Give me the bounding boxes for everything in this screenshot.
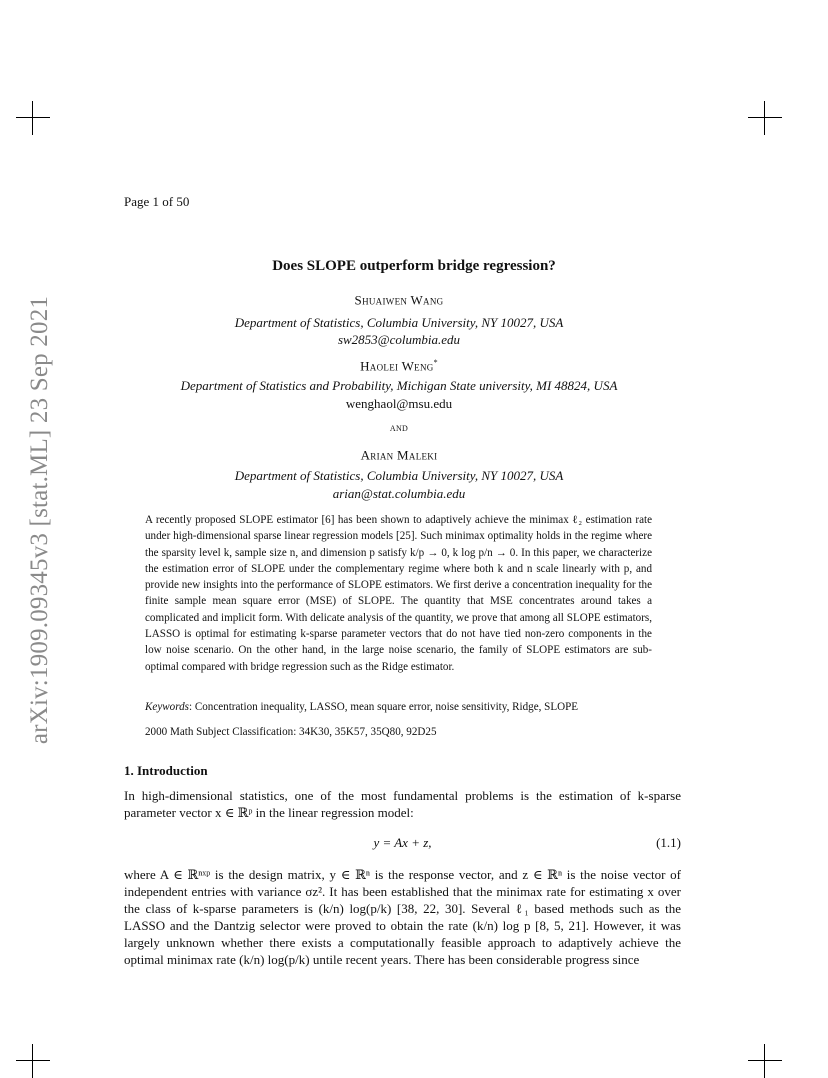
crop-mark-top-left — [16, 101, 50, 135]
math-subject-classification: 2000 Math Subject Classification: 34K30, 35K57, 35Q80, 92D25 — [145, 726, 437, 738]
abstract-text: A recently proposed SLOPE estimator [6] has been shown to adaptively achieve the minimax ℓ₂ estimation rate under high-dimensional sparse linear regression models [25]. Such minimax optimality holds in the regime where the sparsity level k, sample size n, and dimension p satisfy k/p → 0, k log p/n → 0. In this paper, we characterize the estimation error of SLOPE under the complementary regime where both k and n scale linearly with p, and provide new insights into the performance of SLOPE estimators. We first derive a concentration inequality for the finite sample mean square error (MSE) of SLOPE. The quantity that MSE concentrates around takes a complicated and implicit form. With delicate analysis of the quantity, we prove that among all SLOPE estimators, LASSO is optimal for estimating k-sparse parameter vectors that do not have tied non-zero components in the low noise scenario. On the other hand, in the large noise scenario, the family of SLOPE estimators are sub-optimal compared with bridge regression such as the Ridge estimator. — [145, 514, 652, 673]
intro-paragraph-1-text: In high-dimensional statistics, one of the most fundamental problems is the estimation of k-sparse parameter vector x ∈ ℝᵖ in the linear regression model: — [124, 788, 681, 820]
author-affiliation-3: Department of Statistics, Columbia University, NY 10027, USA — [234, 468, 564, 483]
and-separator: and — [389, 422, 409, 434]
page-counter: Page 1 of 50 — [124, 194, 190, 209]
equation-body: y = Ax + z, — [373, 835, 432, 850]
equation-number: (1.1) — [656, 835, 681, 850]
author-name-text: Shuaiwen Wang — [354, 292, 444, 308]
abstract — [145, 512, 652, 675]
intro-paragraph-2 — [124, 866, 681, 968]
intro-paragraph-1 — [124, 787, 681, 821]
intro-paragraph-2-text: where A ∈ ℝⁿˣᵖ is the design matrix, y ∈ ℝⁿ is the response vector, and z ∈ ℝⁿ is the noise vector of independent entries with variance σz². It has been established that the minimax rate for estimating x over the class of k-sparse parameters is (k/n) log(p/k) [38, 22, 30]. Several ℓ₁ based methods such as the LASSO and the Dantzig selector were proved to obtain the rate (k/n) log p [8, 5, 21]. However, it was largely unknown whether there exists a computationally feasible approach to adaptively achieve the optimal minimax rate (k/n) log(p/k) untile recent years. There has been considerable progress since — [124, 867, 681, 967]
author-name-text: Haolei Weng — [360, 358, 434, 374]
author-name-2 — [0, 358, 798, 374]
author-email-1: sw2853@columbia.edu — [337, 332, 461, 347]
author-email-3: arian@stat.columbia.edu — [332, 486, 466, 501]
keywords-label: Keywords — [145, 701, 189, 713]
crop-mark-bottom-right — [748, 1044, 782, 1078]
author-affiliation-2: Department of Statistics and Probability, Michigan State university, MI 48824, USA — [180, 378, 618, 393]
author-email-2: wenghaol@msu.edu — [345, 396, 453, 411]
crop-mark-top-right — [748, 101, 782, 135]
keywords — [145, 701, 655, 713]
crop-mark-bottom-left — [16, 1044, 50, 1078]
author-affiliation-1: Department of Statistics, Columbia University, NY 10027, USA — [234, 315, 564, 330]
section-heading-introduction: 1. Introduction — [124, 763, 208, 778]
author-name-3 — [0, 447, 798, 463]
author-name-suffix: * — [433, 358, 438, 367]
paper-title: Does SLOPE outperform bridge regression? — [272, 258, 556, 274]
author-name-text: Arian Maleki — [360, 447, 438, 463]
author-name-1 — [0, 292, 798, 308]
keywords-list: : Concentration inequality, LASSO, mean square error, noise sensitivity, Ridge, SLOPE — [188, 701, 579, 713]
arxiv-stamp-text: arXiv:1909.09345v3 [stat.ML] 23 Sep 2021 — [26, 295, 53, 745]
